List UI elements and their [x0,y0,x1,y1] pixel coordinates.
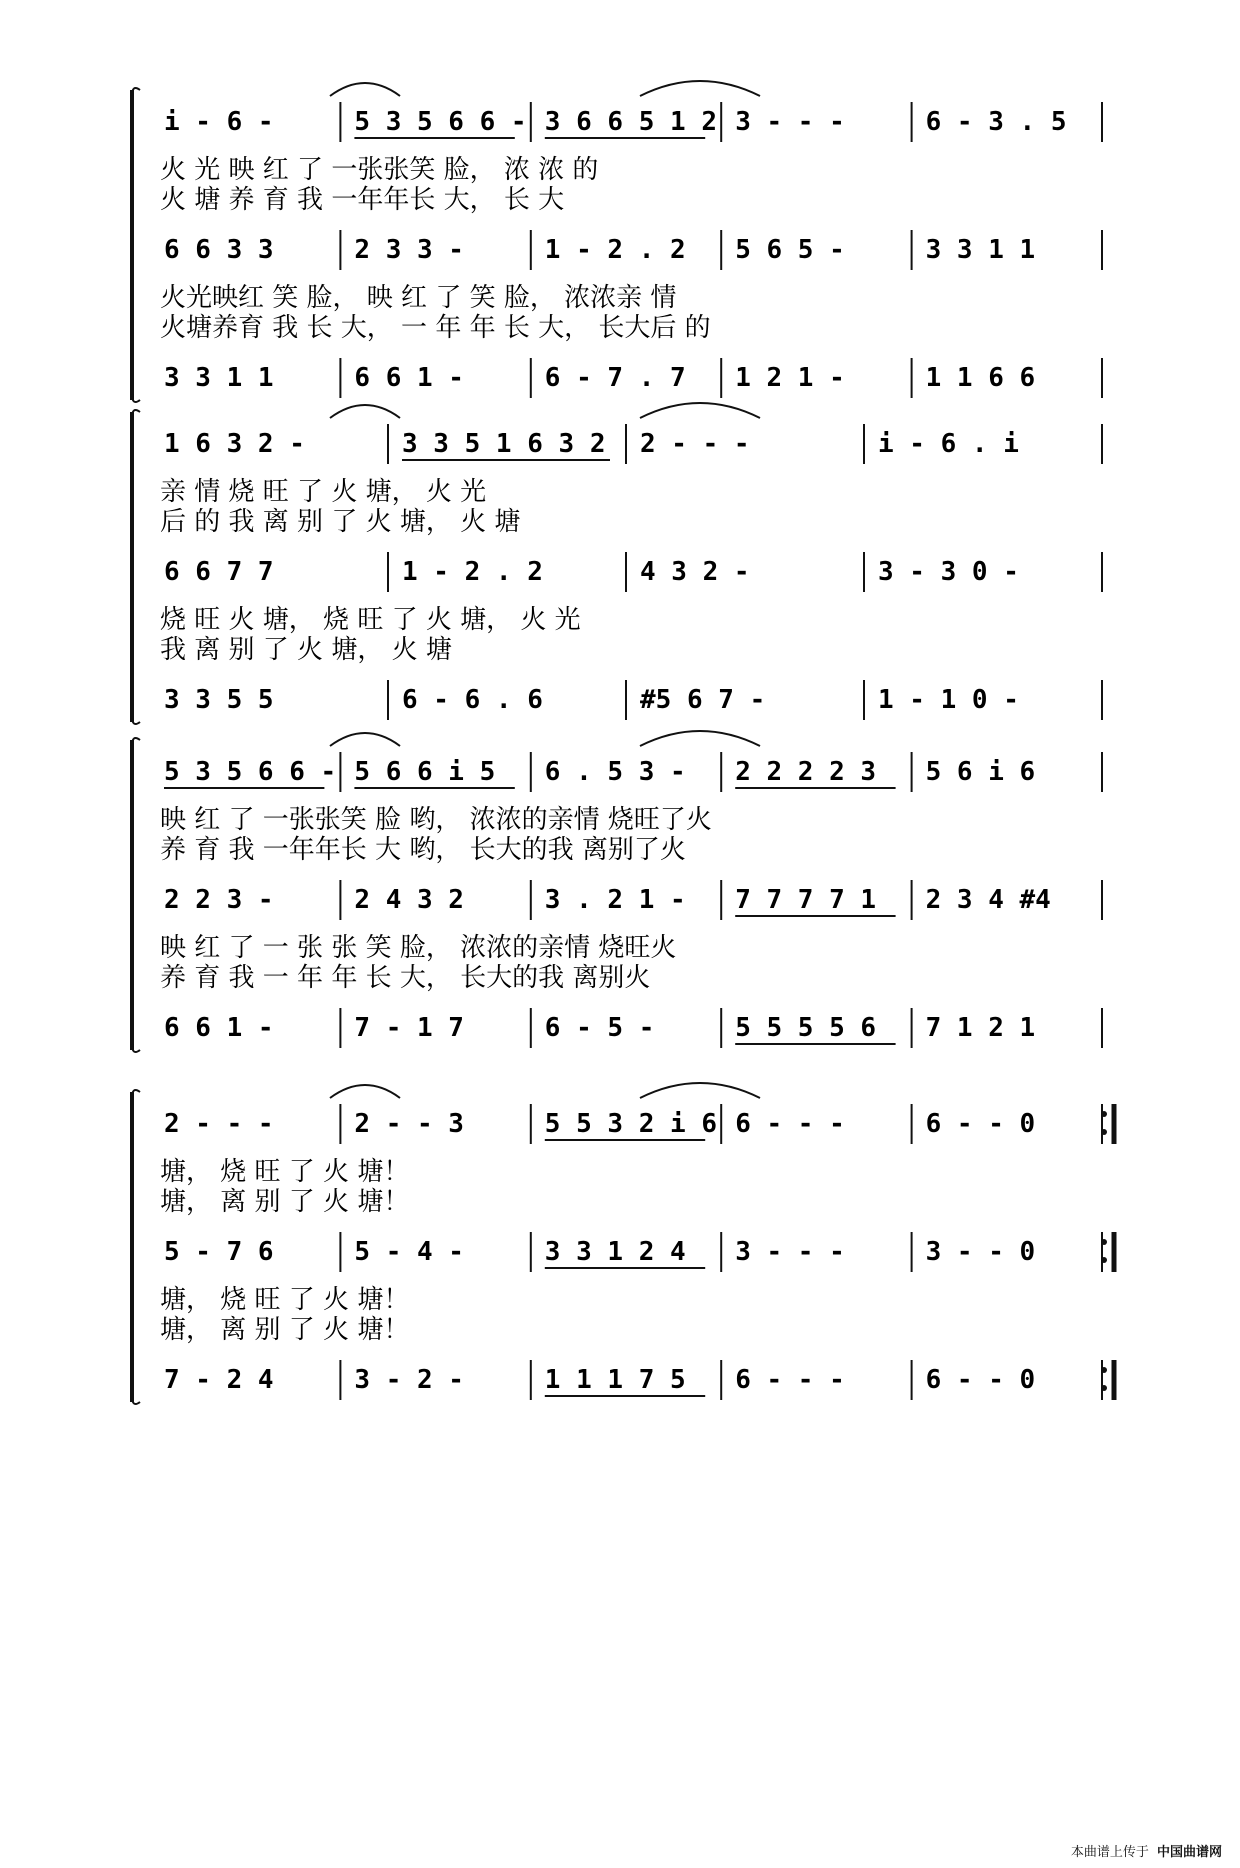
measure-notes: 3 - 3 0 - [878,557,1019,587]
measure-notes: 6 - 5 - [544,1013,655,1043]
slur-arc [330,1085,400,1098]
repeat-dot [1101,1129,1107,1135]
slur-arc [640,81,760,96]
lyric-line: 烧 旺 火 塘， 烧 旺 了 火 塘， 火 光 [160,605,581,635]
measure-notes: i - 6 . i [878,429,1019,459]
measure-notes: 3 - - - [735,1237,845,1267]
measure-notes: 6 - 6 . 6 [402,685,543,715]
lyric-line: 火塘养育 我 长 大， 一 年 年 长 大， 长大后 的 [160,313,711,343]
measure-notes: 6 6 3 3 [164,235,274,265]
measure-notes: 5 3 5 6 6 - [164,757,337,787]
slur-arc [640,403,760,418]
upload-credit-text: 本曲谱上传于 [1070,1845,1149,1860]
repeat-dot [1101,1367,1107,1373]
lyric-line: 塘， 离 别 了 火 塘！ [160,1315,410,1345]
lyric-line: 养 育 我 一年年长 大 哟， 长大的我 离别了火 [160,835,686,865]
measure-notes: 3 - - 0 [925,1237,1036,1267]
measure-notes: 2 - - 3 [354,1109,464,1139]
measure-notes: 3 . 2 1 - [544,885,686,915]
repeat-dot [1101,1385,1107,1391]
lyric-line: 映 红 了 一张张笑 脸 哟， 浓浓的亲情 烧旺了火 [160,805,712,835]
repeat-dot [1101,1239,1107,1245]
slur-arc [330,83,400,96]
measure-notes: 1 2 1 - [735,363,845,393]
measure-notes: #5 6 7 - [640,685,766,715]
measure-notes: 5 - 7 6 [164,1237,274,1267]
measure-notes: 2 - - - [164,1109,274,1139]
measure-notes: 7 - 1 7 [354,1013,464,1043]
measure-notes: 1 - 2 . 2 [544,235,686,265]
lyric-line: 火 塘 养 育 我 一年年长 大， 长 大 [160,185,565,215]
measure-notes: 1 1 1 7 5 [544,1365,686,1395]
slur-arc [330,405,400,418]
measure-notes: 2 3 4 #4 [925,885,1051,915]
measure-notes: 5 5 3 2 i 6 [544,1109,717,1139]
lyric-line: 我 离 别 了 火 塘， 火 塘 [160,635,452,665]
measure-notes: 6 . 5 3 - [544,757,686,787]
measure-notes: 3 3 5 5 [164,685,274,715]
measure-notes: 6 6 1 - [354,363,464,393]
measure-notes: 5 6 6 i 5 [354,757,496,787]
repeat-dot [1101,1111,1107,1117]
lyric-line: 塘， 烧 旺 了 火 塘！ [160,1285,410,1315]
lyric-line: 塘， 烧 旺 了 火 塘！ [160,1157,410,1187]
slur-arc [330,733,400,746]
measure-notes: 6 - - 0 [925,1365,1036,1395]
measure-notes: 6 - - 0 [925,1109,1036,1139]
measure-notes: 2 2 2 2 3 [735,757,877,787]
measure-notes: 1 - 2 . 2 [402,557,543,587]
measure-notes: 6 6 7 7 [164,557,274,587]
measure-notes: 2 3 3 - [354,235,464,265]
measure-notes: 5 5 5 5 6 [735,1013,877,1043]
measure-notes: 6 - 7 . 7 [544,363,686,393]
slur-arc [640,1083,760,1098]
measure-notes: 3 3 5 1 6 3 2 [402,429,606,459]
measure-notes: 2 4 3 2 [354,885,464,915]
repeat-dot [1101,1257,1107,1263]
measure-notes: 3 - 2 - [354,1365,464,1395]
measure-notes: 3 3 1 1 [164,363,274,393]
measure-notes: 5 6 i 6 [925,757,1036,787]
measure-notes: 2 2 3 - [164,885,274,915]
measure-notes: 5 6 5 - [735,235,845,265]
lyric-line: 火 光 映 红 了 一张张笑 脸， 浓 浓 的 [160,155,599,185]
measure-notes: 3 - - - [735,107,845,137]
measure-notes: 1 - 1 0 - [878,685,1019,715]
site-logo-text: 中国曲谱网 [1156,1845,1222,1860]
measure-notes: 6 - 3 . 5 [925,107,1067,137]
measure-notes: 7 7 7 7 1 [735,885,877,915]
measure-notes: 5 3 5 6 6 - [354,107,527,137]
measure-notes: 2 - - - [640,429,750,459]
measure-notes: 3 3 1 1 [925,235,1036,265]
measure-notes: 3 3 1 2 4 [544,1237,686,1267]
lyric-line: 映 红 了 一 张 张 笑 脸， 浓浓的亲情 烧旺火 [160,933,677,963]
measure-notes: 7 1 2 1 [925,1013,1036,1043]
measure-notes: i - 6 - [164,107,274,137]
measure-notes: 4 3 2 - [640,557,750,587]
measure-notes: 7 - 2 4 [164,1365,274,1395]
lyric-line: 养 育 我 一 年 年 长 大， 长大的我 离别火 [160,963,651,993]
slur-arc [640,731,760,746]
lyric-line: 火光映红 笑 脸， 映 红 了 笑 脸， 浓浓亲 情 [160,283,677,313]
measure-notes: 6 6 1 - [164,1013,274,1043]
measure-notes: 6 - - - [735,1109,845,1139]
measure-notes: 6 - - - [735,1365,845,1395]
lyric-line: 后 的 我 离 别 了 火 塘， 火 塘 [160,507,521,537]
measure-notes: 5 - 4 - [354,1237,464,1267]
upload-credit [1071,1841,1222,1860]
measure-notes: 1 6 3 2 - [164,429,305,459]
measure-notes: 3 6 6 5 1 2 [544,107,717,137]
measure-notes: 1 1 6 6 [925,363,1036,393]
lyric-line: 亲 情 烧 旺 了 火 塘， 火 光 [160,477,487,507]
lyric-line: 塘， 离 别 了 火 塘！ [160,1187,410,1217]
